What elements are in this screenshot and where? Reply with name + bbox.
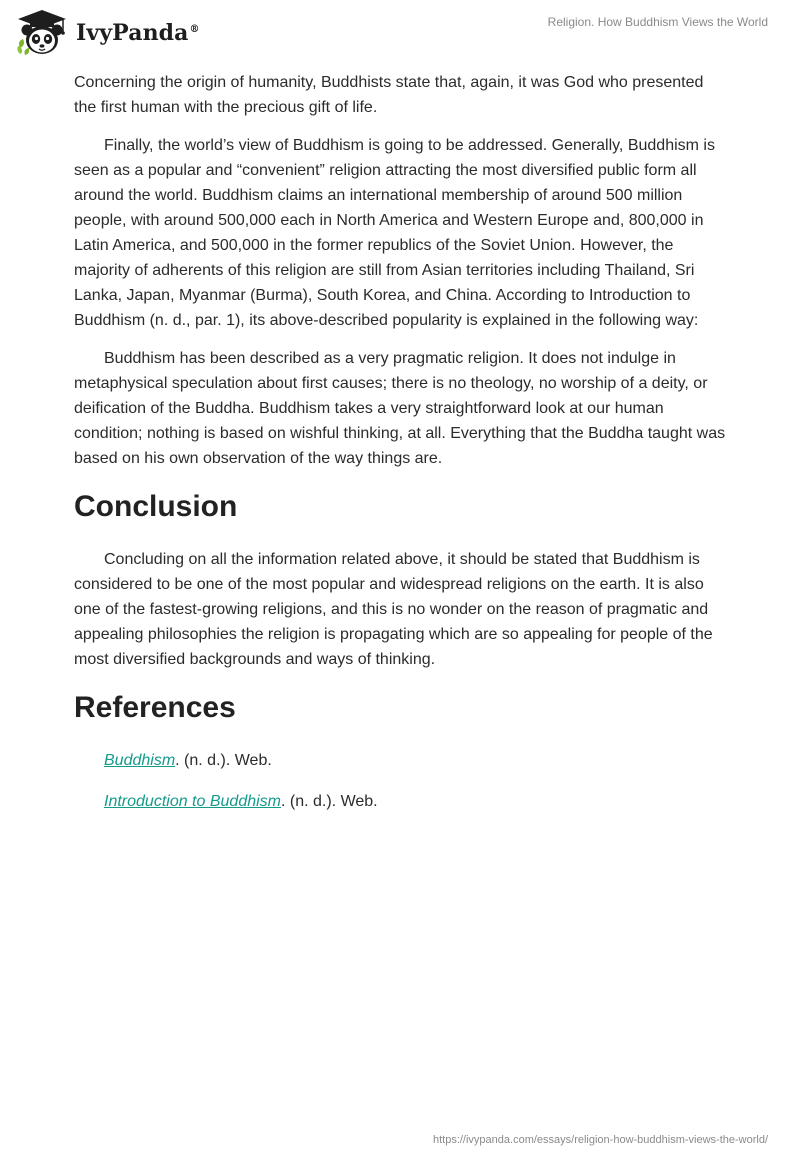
reference-details: . (n. d.). Web. xyxy=(281,793,378,810)
panda-logo-icon xyxy=(14,8,70,58)
reference-item xyxy=(104,789,726,814)
reference-link-buddhism[interactable]: Buddhism xyxy=(104,752,176,769)
block-quote: Buddhism has been described as a very pragmatic religion. It does not indulge in metaphysical speculation about first causes; there is no theology, no worship of a deity, or deification of the Buddha. Buddhism takes a very straightforward look at our human condition; nothing is based on wishful thinking, at all. Everything that the Buddha taught was based on his own observation of the way things are. xyxy=(74,350,726,467)
essay-content xyxy=(74,70,726,830)
reference-link-introduction-to-buddhism[interactable]: Introduction to Buddhism xyxy=(104,793,281,810)
reference-item xyxy=(104,748,726,773)
conclusion-paragraph: Concluding on all the information related above, it should be stated that Buddhism is considered to be one of the most popular and widespread religions on the earth. It is also one of the fastest-growing religions, and this is no wonder on the reason of pragmatic and appealing philosophies the religion is propagating which are so appealing for people of the most diversified backgrounds and ways of thinking. xyxy=(74,551,713,668)
footer-url[interactable]: https://ivypanda.com/essays/religion-how-buddhism-views-the-world/ xyxy=(432,1134,768,1146)
page-header xyxy=(0,0,800,64)
paragraph-origin-of-humanity: Concerning the origin of humanity, Buddhists state that, again, it was God who presented the first human with the precious gift of life. xyxy=(74,74,704,116)
logo-text: IvyPanda® xyxy=(76,20,200,46)
references-heading: References xyxy=(74,691,236,724)
references-list xyxy=(74,748,726,814)
conclusion-heading: Conclusion xyxy=(74,490,238,523)
document-title: Religion. How Buddhism Views the World xyxy=(547,15,768,29)
ivypanda-logo[interactable] xyxy=(14,8,200,58)
paragraph-world-view: Finally, the world’s view of Buddhism is going to be addressed. Generally, Buddhism is seen as a popular and “convenient” religion attracting the most diversified public form all around the world. Buddhism claims an international membership of around 500 million people, with around 500,000 each in North America and Western Europe and, 800,000 in Latin America, and 500,000 in the former republics of the Soviet Union. However, the majority of adherents of this religion are still from Asian territories including Thailand, Sri Lanka, Japan, Myanmar (Burma), South Korea, and China. According to Introduction to Buddhism (n. d., par. 1), its above-described popularity is explained in the following way: xyxy=(74,137,715,329)
reference-details: . (n. d.). Web. xyxy=(175,752,272,769)
